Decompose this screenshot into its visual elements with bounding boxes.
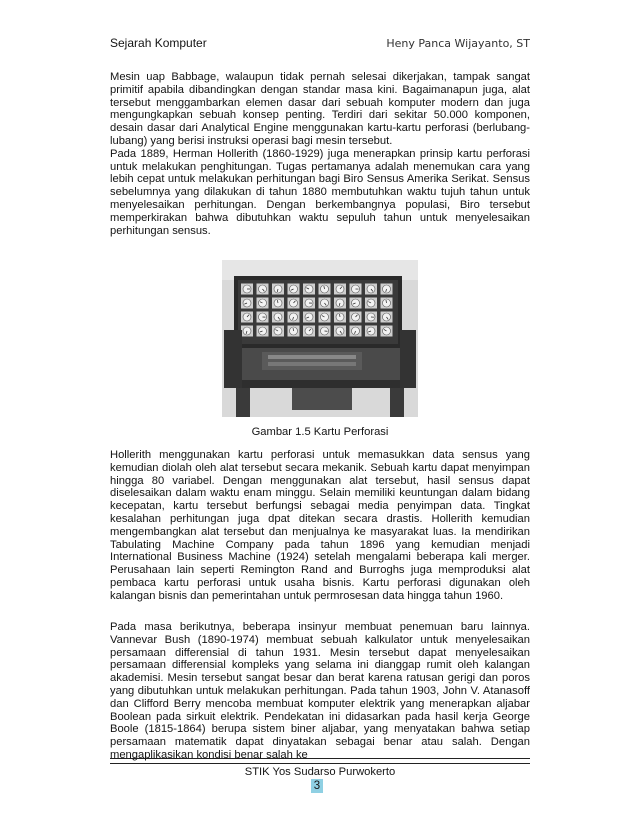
body-text-block-2 [110,449,530,603]
body-text-block-1 [110,71,530,237]
header-author: Heny Panca Wijayanto, ST [386,36,530,50]
footer-divider [110,758,530,764]
paragraph: Hollerith menggunakan kartu perforasi untuk memasukkan data sensus yang kemudian diolah oleh alat tersebut secara mekanik. Sebuah kartu dapat menyimpan hingga 80 variabel. Dengan menggunakan alat tersebut, hasil sensus dapat diselesaikan dalam waktu enam minggu. Selain memiliki keuntungan dalam bidang kecepatan, kartu tersebut berfungsi sebagai media penyimpan data. Tingkat kesalahan perhitungan juga dpat ditekan secara drastis. Hollerith kemudian mengembangkan alat tersebut dan menjualnya ke masyarakat luas. Ia mendirikan Tabulating Machine Company pada tahun 1896 yang kemudian menjadi International Business Machine (1924) setelah mengalami beberapa kali merger. Perusahaan lain seperti Remington Rand and Burroghs juga memproduksi alat pembaca kartu perforasi untuk usaha bisnis. Kartu perforasi digunakan oleh kalangan bisnis dan pemerintahan untuk permrosesan data hingga tahun 1960. [110,449,530,602]
page-number: 3 [311,779,323,793]
figure-caption: Gambar 1.5 Kartu Perforasi [251,426,389,438]
paragraph: Pada masa berikutnya, beberapa insinyur membuat penemuan baru lainnya. Vannevar Bush (1890-1974) membuat sebuah kalkulator untuk menyelesaikan persamaan differensial di tahun 1931. Mesin tersebut dapat menyelesaikan persamaan differensial kompleks yang selama ini dianggap rumit oleh kalangan akademisi. Mesin tersebut sangat besar dan berat karena ratusan gerigi dan poros yang dibutuhkan untuk melakukan perhitungan. Pada tahun 1903, John V. Atanasoff dan Clifford Berry mencoba membuat komputer elektrik yang menerapkan aljabar Boolean pada sirkuit elektrik. Pendekatan ini didasarkan pada hasil kerja George Boole (1815-1864) berupa sistem biner aljabar, yang menyatakan bahwa setiap persamaan matematik dapat dinyatakan sebagai benar atau salah. Dengan mengaplikasikan kondisi benar salah ke [110,621,530,761]
header-title: Sejarah Komputer [110,36,207,50]
tabulating-machine-photo [222,260,418,417]
footer-institution: STIK Yos Sudarso Purwokerto [244,766,396,778]
paragraph: Pada 1889, Herman Hollerith (1860-1929) juga menerapkan prinsip kartu perforasi untuk melakukan penghitungan. Tugas pertamanya adalah menemukan cara yang lebih cepat untuk melakukan perhitungan bagi Biro Sensus Amerika Serikat. Sensus sebelumnya yang dilakukan di tahun 1880 membutuhkan waktu tujuh tahun untuk menyelesaikan perhitungan. Dengan berkembangnya populasi, Biro tersebut memperkirakan bahwa dibutuhkan waktu sepuluh tahun untuk menyelesaikan perhitungan sensus. [110,147,530,237]
paragraph: Mesin uap Babbage, walaupun tidak pernah selesai dikerjakan, tampak sangat primitif apabila dibandingkan dengan standar masa kini. Bagaimanapun juga, alat tersebut menggambarkan elemen dasar dari sebuah komputer modern dan juga mengungkapkan sebuah konsep penting. Terdiri dari sekitar 50.000 komponen, desain dasar dari Analytical Engine menggunakan kartu-kartu perforasi (berlubang-lubang) yang berisi instruksi operasi bagi mesin tersebut. [110,71,530,147]
page-header [110,34,530,52]
body-text-block-3 [110,621,530,762]
